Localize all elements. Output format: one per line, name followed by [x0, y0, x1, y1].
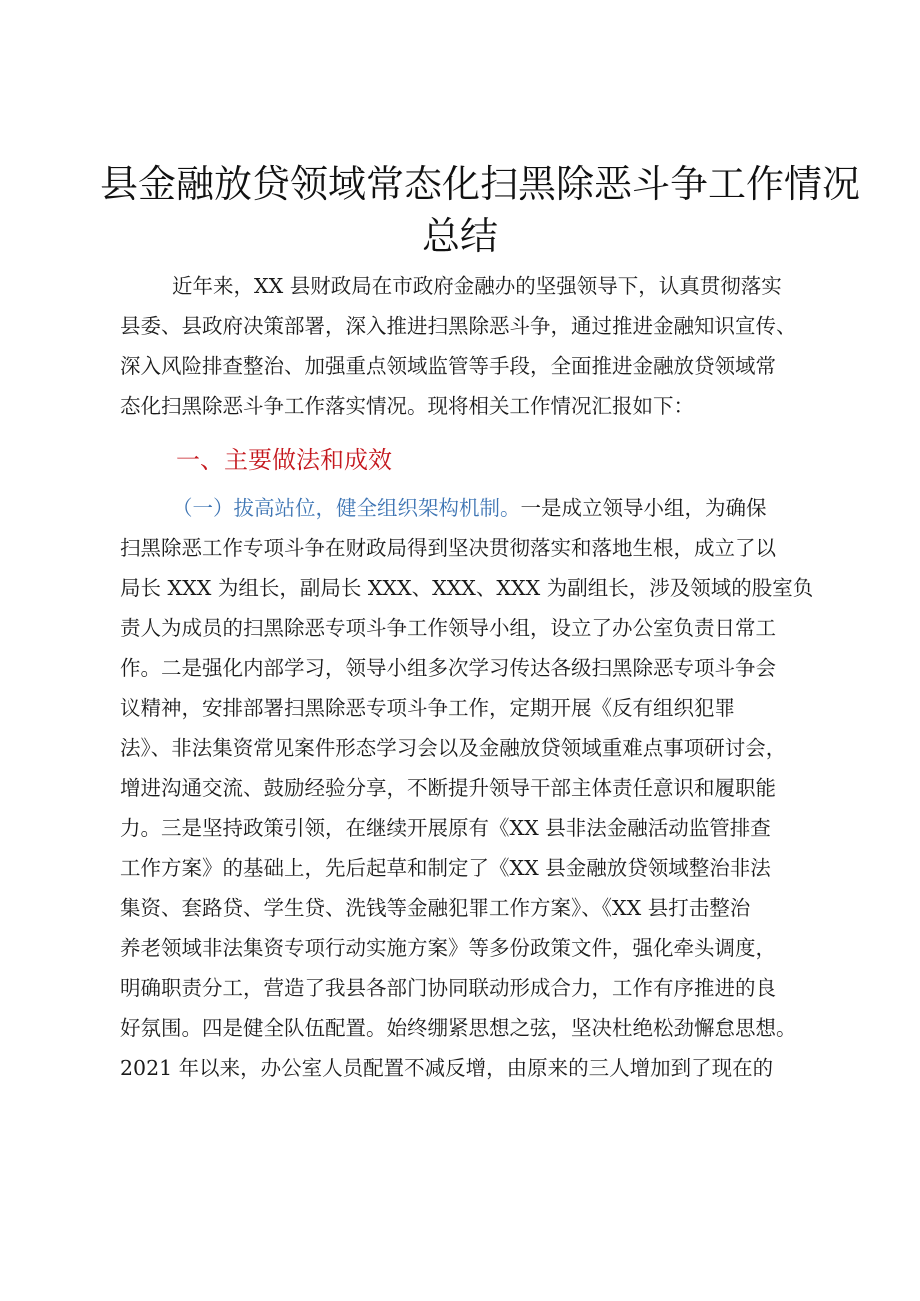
intro-line: 县委、县政府决策部署，深入推进扫黑除恶斗争，通过推进金融知识宣传、 [120, 314, 797, 338]
paragraph-line: 作。二是强化内部学习，领导小组多次学习传达各级扫黑除恶专项斗争会 [120, 656, 776, 680]
paragraph-line: 明确职责分工，营造了我县各部门协同联动形成合力，工作有序推进的良 [120, 976, 776, 1000]
document-title-line-2: 总结 [421, 214, 498, 258]
paragraph-line: 力。三是坚持政策引领，在继续开展原有《XX 县非法金融活动监管排查 [120, 816, 771, 840]
paragraph-line: 养老领域非法集资专项行动实施方案》等多份政策文件，强化牵头调度， [120, 936, 776, 960]
section-heading: 一、主要做法和成效 [176, 446, 392, 474]
intro-line: 态化扫黑除恶斗争工作落实情况。现将相关工作情况汇报如下： [120, 394, 694, 418]
subsection-first-text: 一是成立领导小组，为确保 [520, 496, 767, 520]
paragraph-line: 2021 年以来，办公室人员配置不减反增，由原来的三人增加到了现在的 [120, 1056, 774, 1080]
paragraph-line: 好氛围。四是健全队伍配置。始终绷紧思想之弦，坚决杜绝松劲懈怠思想。 [120, 1016, 797, 1040]
intro-line: 近年来，XX 县财政局在市政府金融办的坚强领导下，认真贯彻落实 [172, 274, 782, 298]
paragraph-line: 工作方案》的基础上，先后起草和制定了《XX 县金融放贷领域整治非法 [120, 856, 771, 880]
paragraph-line: 局长 XXX 为组长，副局长 XXX、XXX、XXX 为副组长，涉及领域的股室负 [120, 576, 814, 600]
paragraph-line: 法》、非法集资常见案件形态学习会以及金融放贷领域重难点事项研讨会， [120, 736, 787, 760]
subsection-heading: （一）拔高站位，健全组织架构机制。 [172, 496, 521, 520]
paragraph-line: 扫黑除恶工作专项斗争在财政局得到坚决贯彻落实和落地生根，成立了以 [120, 536, 776, 560]
paragraph-line: 议精神，安排部署扫黑除恶专项斗争工作，定期开展《反有组织犯罪 [120, 696, 735, 720]
paragraph-line: 集资、套路贷、学生贷、洗钱等金融犯罪工作方案》、《XX 县打击整治 [120, 896, 751, 920]
intro-paragraph [120, 266, 820, 426]
subsection-paragraph [120, 488, 820, 1088]
paragraph-line: 责人为成员的扫黑除恶专项斗争工作领导小组，设立了办公室负责日常工 [120, 616, 776, 640]
intro-line: 深入风险排查整治、加强重点领域监管等手段，全面推进金融放贷领域常 [120, 354, 776, 378]
subsection-first-line [120, 488, 820, 528]
paragraph-line: 增进沟通交流、鼓励经验分享，不断提升领导干部主体责任意识和履职能 [120, 776, 776, 800]
document-title-line-1: 县金融放贷领域常态化扫黑除恶斗争工作情况 [100, 162, 861, 206]
